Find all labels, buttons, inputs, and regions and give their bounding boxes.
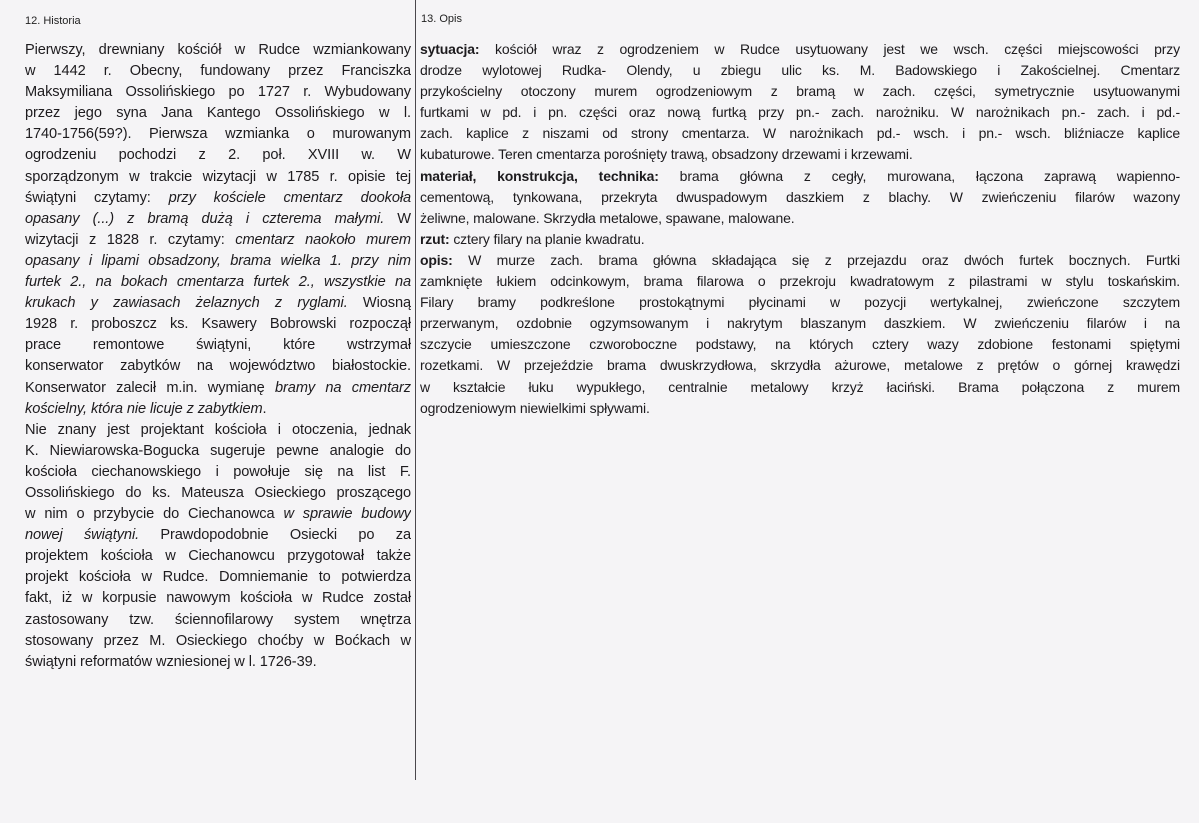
text-segment: cementową, tynkowana, przekryta dwuspadowym daszkiem z blachy. W zwieńczeniu filarów wazony — [420, 188, 1180, 205]
text-line — [25, 167, 411, 188]
quotation: opasany i lipami obsadzony, brama wielka 1. przy nim — [25, 252, 411, 269]
text-segment: 1928 r. proboszcz ks. Ksawery Bobrowski rozpoczął — [25, 316, 411, 333]
text-line — [25, 483, 411, 504]
text-segment: Ossolińskiego do ks. Mateusza Osieckiego proszącego — [25, 484, 411, 501]
quotation: nowej świątyni. — [25, 527, 140, 544]
text-line — [25, 567, 411, 588]
text-line — [25, 441, 411, 462]
text-segment: Nie znany jest projektant kościoła i otoczenia, jednak — [25, 421, 411, 438]
text-line — [420, 39, 1180, 60]
quotation: cmentarz naokoło murem — [235, 231, 411, 248]
quotation: krukach y zawiasach żelaznych z ryglami. — [25, 295, 348, 312]
text-line — [25, 356, 411, 377]
text-segment: w 1442 r. Obecny, fundowany przez Franciszka — [25, 63, 411, 80]
text-line — [25, 335, 411, 356]
text-line — [25, 188, 411, 209]
text-line — [420, 60, 1180, 81]
historia-text — [25, 40, 411, 673]
field-label: rzut: — [420, 230, 450, 247]
text-line — [420, 355, 1180, 376]
text-line — [420, 166, 1180, 187]
text-segment: drodze wylotowej Rudka- Olendy, u zbiegu ulic ks. M. Badowskiego i Zakościelnej. Cmentarz — [420, 62, 1180, 79]
text-segment: furtkami w pd. i pn. części oraz nową furtką przy pn.- zach. narożniku. W narożnikach pn.- zach. i pd.- — [420, 104, 1180, 121]
text-line — [25, 272, 411, 293]
field-label: sytuacja: — [420, 41, 480, 57]
text-segment: fakt, iż w korpusie nawowym kościoła w Rudce został — [25, 590, 411, 607]
text-segment: rozetkami. W przejeździe brama dwuskrzydłowa, skrzydła ażurowe, metalowe z prętów o górnej krawędzi — [420, 357, 1180, 374]
text-line — [25, 40, 411, 61]
opis-text — [420, 39, 1180, 419]
text-segment: ogrodzeniu pochodzi z 2. poł. XVIII w. W — [25, 147, 411, 164]
text-line — [25, 399, 411, 420]
text-line — [25, 462, 411, 483]
text-segment: Wiosną — [347, 295, 411, 312]
text-segment: zamknięte łukiem odcinkowym, brama filarowa o przekroju kwadratowym z pilastrami w stylu toskańskim. — [420, 273, 1180, 290]
text-segment: projektem kościoła w Ciechanowcu przygotował także — [25, 548, 411, 565]
text-segment: świątyni czytamy: — [25, 189, 169, 206]
text-line — [25, 546, 411, 567]
text-segment: żeliwne, malowane. Skrzydła metalowe, spawane, malowane. — [420, 209, 795, 226]
text-line — [420, 398, 1180, 419]
text-line — [25, 251, 411, 272]
text-line — [25, 209, 411, 230]
section-header-historia: 12. Historia — [25, 15, 81, 27]
text-segment: w kształcie łuku wypukłego, centralnie metalowy krzyż łaciński. Brama połączona z murem — [420, 378, 1180, 395]
column-divider — [415, 0, 416, 780]
text-line — [25, 525, 411, 546]
text-segment: kościół wraz z ogrodzeniem w Rudce usytuowany jest we wsch. części miejscowości przy — [479, 41, 1180, 57]
text-segment: projekt kościoła w Rudce. Domniemanie to potwierdza — [25, 569, 411, 586]
text-line — [25, 314, 411, 335]
text-line — [420, 271, 1180, 292]
text-segment: . — [262, 400, 267, 417]
quotation: bramy na cmentarz — [275, 379, 411, 396]
text-line — [25, 378, 411, 399]
quotation: kościelny, która nie licuje z zabytkiem — [25, 400, 263, 417]
text-line — [25, 420, 411, 441]
text-line — [25, 103, 411, 124]
text-line — [420, 144, 1180, 165]
text-segment: Maksymiliana Ossolińskiego po 1727 r. Wybudowany — [25, 84, 411, 101]
text-line — [420, 229, 1180, 250]
text-segment: prace remontowe świątyni, które wstrzymał — [25, 337, 411, 354]
text-segment: świątyni reformatów wzniesionej w l. 1726-39. — [25, 653, 317, 670]
text-segment: K. Niewiarowska-Bogucka sugeruje pewne analogie do — [25, 442, 411, 459]
quotation: w sprawie budowy — [283, 506, 411, 523]
text-line — [420, 102, 1180, 123]
quotation: przy kościele cmentarz dookoła — [168, 189, 411, 206]
text-line — [420, 208, 1180, 229]
text-segment: konserwator zabytków na województwo białostockie. — [25, 358, 411, 375]
section-header-opis: 13. Opis — [421, 13, 462, 25]
text-segment: wizytacji z 1828 r. czytamy: — [25, 231, 236, 248]
text-segment: ogrodzeniowym niewielkimi spływami. — [420, 399, 650, 416]
text-segment: 1740-1756(59?). Pierwsza wzmianka o murowanym — [25, 126, 411, 143]
text-line — [420, 123, 1180, 144]
text-line — [25, 631, 411, 652]
text-segment: przerwanym, ozdobnie ogzymsowanym i nakrytym blaszanym daszkiem. W zwieńczeniu filarów i na — [420, 315, 1180, 332]
text-line — [420, 377, 1180, 398]
text-segment: szczycie umieszczone czworoboczne podstawy, na których cztery wazy zdobione festonami spiętymi — [420, 336, 1180, 353]
text-segment: zastosowany tzw. ściennofilarowy system wnętrza — [25, 611, 411, 628]
text-segment: stosowany przez M. Osieckiego choćby w Boćkach w — [25, 632, 411, 649]
text-line — [25, 145, 411, 166]
text-segment: W murze zach. brama główna składająca się z przejazdu oraz dwóch furtek bocznych. Furtki — [452, 251, 1180, 268]
text-line — [25, 61, 411, 82]
text-segment: przez jego syna Jana Kantego Ossolińskiego w l. — [25, 105, 411, 122]
field-label: materiał, konstrukcja, technika: — [420, 167, 659, 184]
text-segment: brama główna z cegły, murowana, łączona zaprawą wapienno- — [658, 167, 1180, 184]
text-segment: przykościelny otoczony murem ogrodzeniowym z bramą w zach. części, symetrycznie usytuowanymi — [420, 83, 1180, 100]
text-line — [420, 292, 1180, 313]
text-segment: kościoła ciechanowskiego i powołuje się na list F. — [25, 463, 411, 480]
text-line — [25, 82, 411, 103]
text-segment: cztery filary na planie kwadratu. — [449, 230, 645, 247]
text-segment: w nim o przybycie do Ciechanowca — [25, 506, 284, 523]
text-line — [25, 124, 411, 145]
text-line — [25, 230, 411, 251]
text-segment: Pierwszy, drewniany kościół w Rudce wzmiankowany — [25, 42, 411, 58]
text-line — [420, 334, 1180, 355]
text-line — [25, 652, 411, 673]
text-segment: Prawdopodobnie Osiecki po za — [139, 527, 411, 544]
text-line — [25, 293, 411, 314]
text-line — [420, 187, 1180, 208]
text-segment: zach. kaplice z niszami od strony cmentarza. W narożnikach pd.- wsch. i pn.- wsch. bliźniacze kaplice — [420, 125, 1180, 142]
text-segment: Filary bramy podkreślone prostokątnymi płycinami w pozycji wertykalnej, zwieńczone szczytem — [420, 294, 1180, 311]
quotation: opasany (...) z bramą dużą i czterema małymi. — [25, 210, 385, 227]
text-segment: sporządzonym w trakcie wizytacji w 1785 r. opisie tej — [25, 168, 411, 185]
text-line — [25, 504, 411, 525]
quotation: furtek 2., na bokach cmentarza furtek 2., wszystkie na — [25, 274, 411, 291]
text-line — [420, 81, 1180, 102]
text-segment: Konserwator zalecił m.in. wymianę — [25, 379, 276, 396]
text-line — [420, 313, 1180, 334]
text-line — [25, 610, 411, 631]
field-label: opis: — [420, 251, 453, 268]
text-segment: kubaturowe. Teren cmentarza porośnięty trawą, obsadzony drzewami i krzewami. — [420, 146, 913, 163]
text-line — [25, 588, 411, 609]
text-segment: W — [384, 210, 411, 227]
text-line — [420, 250, 1180, 271]
